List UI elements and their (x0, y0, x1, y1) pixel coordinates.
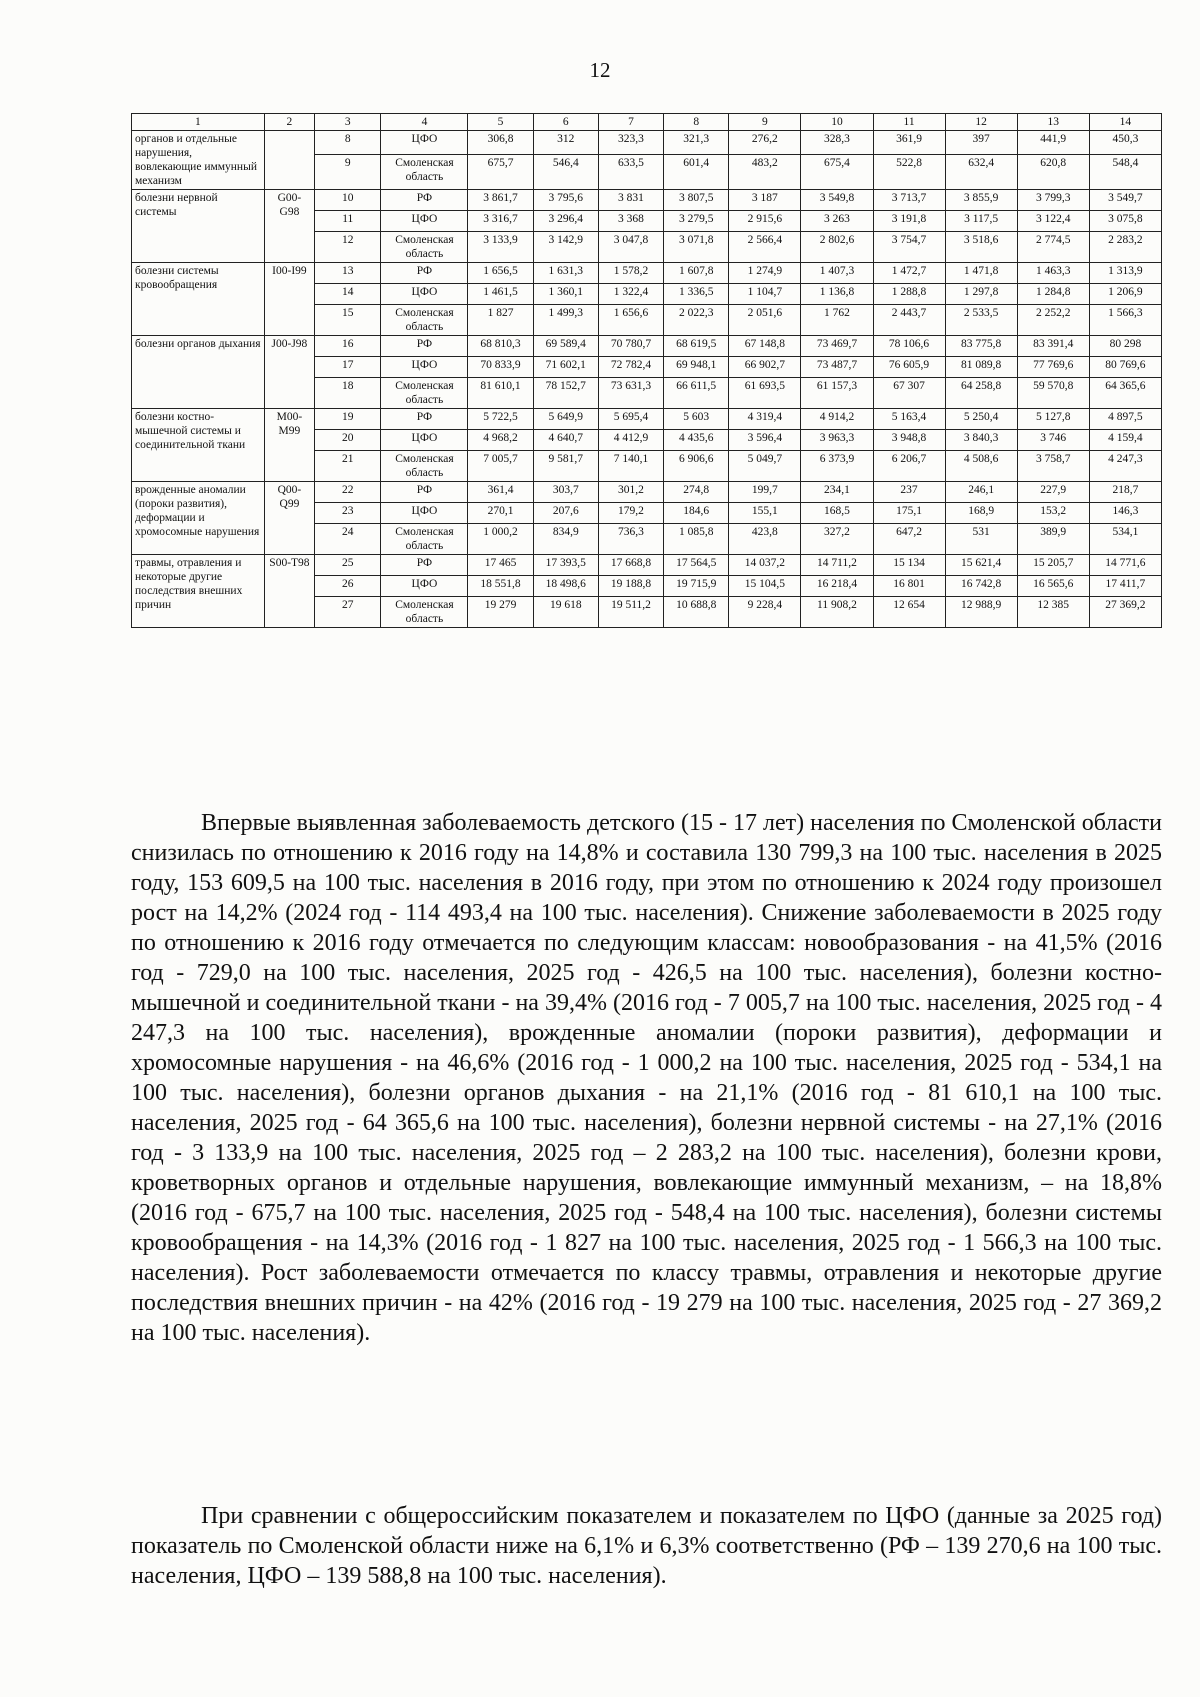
value-cell: 1 104,7 (729, 284, 801, 305)
value-cell: 397 (945, 131, 1017, 155)
value-cell: 4 968,2 (468, 430, 533, 451)
value-cell: 16 565,6 (1017, 576, 1089, 597)
paragraph-2: При сравнении с общероссийским показателем и показателем по ЦФО (данные за 2025 год) показатель по Смоленской области ниже на 6,1% и 6,3% соответственно (РФ – 139 270,6 на 100 тыс. населения, ЦФО – 139 588,8 на 100 тыс. населения). (131, 1503, 1162, 1589)
region: ЦФО (381, 503, 468, 524)
value-cell: 3 754,7 (873, 232, 945, 263)
value-cell: 69 948,1 (664, 357, 729, 378)
value-cell: 1 762 (801, 305, 873, 336)
value-cell: 2 022,3 (664, 305, 729, 336)
region: ЦФО (381, 284, 468, 305)
value-cell: 83 775,8 (945, 336, 1017, 357)
value-cell: 4 508,6 (945, 451, 1017, 482)
row-number: 25 (315, 555, 381, 576)
value-cell: 218,7 (1089, 482, 1161, 503)
value-cell: 16 801 (873, 576, 945, 597)
value-cell: 3 840,3 (945, 430, 1017, 451)
value-cell: 633,5 (598, 154, 663, 189)
column-number: 2 (264, 114, 314, 131)
value-cell: 18 498,6 (533, 576, 598, 597)
value-cell: 1 471,8 (945, 263, 1017, 284)
value-cell: 2 915,6 (729, 211, 801, 232)
value-cell: 1 566,3 (1089, 305, 1161, 336)
value-cell: 15 205,7 (1017, 555, 1089, 576)
row-number: 23 (315, 503, 381, 524)
value-cell: 2 252,2 (1017, 305, 1089, 336)
disease-class: болезни костно-мышечной системы и соединительной ткани (132, 409, 265, 482)
value-cell: 1 360,1 (533, 284, 598, 305)
value-cell: 274,8 (664, 482, 729, 503)
value-cell: 2 283,2 (1089, 232, 1161, 263)
row-number: 24 (315, 524, 381, 555)
value-cell: 1 463,3 (1017, 263, 1089, 284)
value-cell: 312 (533, 131, 598, 155)
value-cell: 66 902,7 (729, 357, 801, 378)
column-number: 3 (315, 114, 381, 131)
value-cell: 168,5 (801, 503, 873, 524)
value-cell: 601,4 (664, 154, 729, 189)
value-cell: 321,3 (664, 131, 729, 155)
value-cell: 18 551,8 (468, 576, 533, 597)
value-cell: 1 827 (468, 305, 533, 336)
region: Смоленская область (381, 378, 468, 409)
value-cell: 184,6 (664, 503, 729, 524)
value-cell: 3 279,5 (664, 211, 729, 232)
value-cell: 73 487,7 (801, 357, 873, 378)
region: ЦФО (381, 211, 468, 232)
column-number: 4 (381, 114, 468, 131)
value-cell: 1 461,5 (468, 284, 533, 305)
value-cell: 5 722,5 (468, 409, 533, 430)
value-cell: 3 117,5 (945, 211, 1017, 232)
disease-class: органов и отдельные нарушения, вовлекающие иммунный механизм (132, 131, 265, 190)
value-cell: 14 711,2 (801, 555, 873, 576)
value-cell: 73 631,3 (598, 378, 663, 409)
value-cell: 15 134 (873, 555, 945, 576)
table-row (132, 555, 1162, 576)
paragraph-1: Впервые выявленная заболеваемость детского (15 - 17 лет) населения по Смоленской области снизилась по отношению к 2016 году на 14,8% и составила 130 799,3 на 100 тыс. населения в 2025 году, 153 609,5 на 100 тыс. населения в 2016 году, при этом по отношению к 2024 году произошел рост на 14,2% (2024 год - 114 493,4 на 100 тыс. населения). Снижение заболеваемости в 2025 году по отношению к 2016 году отмечается по следующим классам: новообразования - на 41,5% (2016 год - 729,0 на 100 тыс. населения, 2025 год - 426,5 на 100 тыс. населения), болезни костно-мышечной и соединительной ткани - на 39,4% (2016 год - 7 005,7 на 100 тыс. населения, 2025 год - 4 247,3 на 100 тыс. населения), врожденные аномалии (пороки развития), деформации и хромосомные нарушения - на 46,6% (2016 год - 1 000,2 на 100 тыс. населения, 2025 год - 534,1 на 100 тыс. населения), болезни органов дыхания - на 21,1% (2016 год - 81 610,1 на 100 тыс. населения, 2025 год - 64 365,6 на 100 тыс. населения), болезни нервной системы - на 27,1% (2016 год - 3 133,9 на 100 тыс. населения, 2025 год – 2 283,2 на 100 тыс. населения), болезни крови, кроветворных органов и отдельные нарушения, вовлекающие иммунный механизм, – на 18,8% (2016 год - 675,7 на 100 тыс. населения, 2025 год - 548,4 на 100 тыс. населения), болезни системы кровообращения - на 14,3% (2016 год - 1 827 на 100 тыс. населения, 2025 год - 1 566,3 на 100 тыс. населения). Рост заболеваемости отмечается по классу травмы, отравления и некоторые другие последствия внешних причин - на 42% (2016 год - 19 279 на 100 тыс. населения, 2025 год - 27 369,2 на 100 тыс. населения). (131, 810, 1162, 1346)
row-number: 26 (315, 576, 381, 597)
value-cell: 3 133,9 (468, 232, 533, 263)
value-cell: 3 316,7 (468, 211, 533, 232)
value-cell: 1 288,8 (873, 284, 945, 305)
region: ЦФО (381, 430, 468, 451)
value-cell: 237 (873, 482, 945, 503)
value-cell: 1 284,8 (1017, 284, 1089, 305)
value-cell: 155,1 (729, 503, 801, 524)
value-cell: 3 142,9 (533, 232, 598, 263)
value-cell: 68 810,3 (468, 336, 533, 357)
value-cell: 12 988,9 (945, 597, 1017, 628)
value-cell: 423,8 (729, 524, 801, 555)
region: ЦФО (381, 357, 468, 378)
value-cell: 246,1 (945, 482, 1017, 503)
value-cell: 3 795,6 (533, 190, 598, 211)
value-cell: 27 369,2 (1089, 597, 1161, 628)
value-cell: 303,7 (533, 482, 598, 503)
region: Смоленская область (381, 597, 468, 628)
row-number: 15 (315, 305, 381, 336)
region: РФ (381, 555, 468, 576)
value-cell: 675,4 (801, 154, 873, 189)
column-number: 11 (873, 114, 945, 131)
region: РФ (381, 409, 468, 430)
morbidity-table (131, 113, 1162, 628)
value-cell: 548,4 (1089, 154, 1161, 189)
disease-class: болезни органов дыхания (132, 336, 265, 409)
value-cell: 5 049,7 (729, 451, 801, 482)
value-cell: 17 668,8 (598, 555, 663, 576)
value-cell: 276,2 (729, 131, 801, 155)
region: ЦФО (381, 576, 468, 597)
region: Смоленская область (381, 232, 468, 263)
value-cell: 81 089,8 (945, 357, 1017, 378)
value-cell: 323,3 (598, 131, 663, 155)
value-cell: 14 771,6 (1089, 555, 1161, 576)
value-cell: 647,2 (873, 524, 945, 555)
icd-code (264, 131, 314, 190)
value-cell: 6 373,9 (801, 451, 873, 482)
value-cell: 69 589,4 (533, 336, 598, 357)
row-number: 11 (315, 211, 381, 232)
value-cell: 834,9 (533, 524, 598, 555)
disease-class: врожденные аномалии (пороки развития), деформации и хромосомные нарушения (132, 482, 265, 555)
region: Смоленская область (381, 154, 468, 189)
value-cell: 10 688,8 (664, 597, 729, 628)
value-cell: 6 206,7 (873, 451, 945, 482)
value-cell: 7 140,1 (598, 451, 663, 482)
column-number: 8 (664, 114, 729, 131)
value-cell: 3 855,9 (945, 190, 1017, 211)
value-cell: 15 104,5 (729, 576, 801, 597)
value-cell: 153,2 (1017, 503, 1089, 524)
value-cell: 1 631,3 (533, 263, 598, 284)
value-cell: 9 581,7 (533, 451, 598, 482)
value-cell: 11 908,2 (801, 597, 873, 628)
value-cell: 1 274,9 (729, 263, 801, 284)
row-number: 14 (315, 284, 381, 305)
value-cell: 9 228,4 (729, 597, 801, 628)
value-cell: 83 391,4 (1017, 336, 1089, 357)
value-cell: 3 191,8 (873, 211, 945, 232)
column-number: 5 (468, 114, 533, 131)
value-cell: 73 469,7 (801, 336, 873, 357)
value-cell: 2 774,5 (1017, 232, 1089, 263)
value-cell: 1 000,2 (468, 524, 533, 555)
region: Смоленская область (381, 305, 468, 336)
value-cell: 5 603 (664, 409, 729, 430)
value-cell: 234,1 (801, 482, 873, 503)
value-cell: 80 769,6 (1089, 357, 1161, 378)
icd-code: J00-J98 (264, 336, 314, 409)
row-number: 19 (315, 409, 381, 430)
value-cell: 81 610,1 (468, 378, 533, 409)
value-cell: 306,8 (468, 131, 533, 155)
row-number: 17 (315, 357, 381, 378)
value-cell: 270,1 (468, 503, 533, 524)
value-cell: 483,2 (729, 154, 801, 189)
value-cell: 70 780,7 (598, 336, 663, 357)
value-cell: 17 393,5 (533, 555, 598, 576)
disease-class: болезни системы кровообращения (132, 263, 265, 336)
icd-code: Q00-Q99 (264, 482, 314, 555)
value-cell: 227,9 (1017, 482, 1089, 503)
region: РФ (381, 263, 468, 284)
value-cell: 4 319,4 (729, 409, 801, 430)
value-cell: 175,1 (873, 503, 945, 524)
value-cell: 1 656,6 (598, 305, 663, 336)
value-cell: 3 075,8 (1089, 211, 1161, 232)
value-cell: 71 602,1 (533, 357, 598, 378)
value-cell: 3 368 (598, 211, 663, 232)
value-cell: 5 127,8 (1017, 409, 1089, 430)
value-cell: 61 693,5 (729, 378, 801, 409)
column-number: 9 (729, 114, 801, 131)
value-cell: 3 518,6 (945, 232, 1017, 263)
value-cell: 59 570,8 (1017, 378, 1089, 409)
disease-class: травмы, отравления и некоторые другие последствия внешних причин (132, 555, 265, 628)
table-row (132, 409, 1162, 430)
value-cell: 3 746 (1017, 430, 1089, 451)
value-cell: 6 906,6 (664, 451, 729, 482)
value-cell: 4 159,4 (1089, 430, 1161, 451)
value-cell: 199,7 (729, 482, 801, 503)
value-cell: 3 047,8 (598, 232, 663, 263)
value-cell: 61 157,3 (801, 378, 873, 409)
value-cell: 4 247,3 (1089, 451, 1161, 482)
value-cell: 546,4 (533, 154, 598, 189)
value-cell: 207,6 (533, 503, 598, 524)
value-cell: 3 948,8 (873, 430, 945, 451)
column-number-row (132, 114, 1162, 131)
column-number: 10 (801, 114, 873, 131)
value-cell: 179,2 (598, 503, 663, 524)
value-cell: 4 640,7 (533, 430, 598, 451)
value-cell: 2 802,6 (801, 232, 873, 263)
value-cell: 17 564,5 (664, 555, 729, 576)
value-cell: 4 412,9 (598, 430, 663, 451)
row-number: 10 (315, 190, 381, 211)
value-cell: 620,8 (1017, 154, 1089, 189)
value-cell: 1 136,8 (801, 284, 873, 305)
value-cell: 1 297,8 (945, 284, 1017, 305)
disease-class: болезни нервной системы (132, 190, 265, 263)
value-cell: 19 279 (468, 597, 533, 628)
value-cell: 4 914,2 (801, 409, 873, 430)
value-cell: 441,9 (1017, 131, 1089, 155)
value-cell: 2 443,7 (873, 305, 945, 336)
region: РФ (381, 482, 468, 503)
value-cell: 2 051,6 (729, 305, 801, 336)
value-cell: 16 218,4 (801, 576, 873, 597)
table-row (132, 482, 1162, 503)
column-number: 13 (1017, 114, 1089, 131)
value-cell: 7 005,7 (468, 451, 533, 482)
value-cell: 3 861,7 (468, 190, 533, 211)
value-cell: 15 621,4 (945, 555, 1017, 576)
value-cell: 5 163,4 (873, 409, 945, 430)
value-cell: 3 758,7 (1017, 451, 1089, 482)
value-cell: 4 435,6 (664, 430, 729, 451)
value-cell: 389,9 (1017, 524, 1089, 555)
value-cell: 2 533,5 (945, 305, 1017, 336)
value-cell: 1 578,2 (598, 263, 663, 284)
value-cell: 17 411,7 (1089, 576, 1161, 597)
value-cell: 327,2 (801, 524, 873, 555)
region: РФ (381, 190, 468, 211)
value-cell: 4 897,5 (1089, 409, 1161, 430)
value-cell: 5 250,4 (945, 409, 1017, 430)
icd-code: M00-M99 (264, 409, 314, 482)
icd-code: I00-I99 (264, 263, 314, 336)
region: Смоленская область (381, 451, 468, 482)
row-number: 21 (315, 451, 381, 482)
value-cell: 1 336,5 (664, 284, 729, 305)
value-cell: 19 618 (533, 597, 598, 628)
value-cell: 5 649,9 (533, 409, 598, 430)
value-cell: 12 654 (873, 597, 945, 628)
value-cell: 1 313,9 (1089, 263, 1161, 284)
value-cell: 3 807,5 (664, 190, 729, 211)
value-cell: 1 085,8 (664, 524, 729, 555)
row-number: 8 (315, 131, 381, 155)
value-cell: 78 152,7 (533, 378, 598, 409)
value-cell: 77 769,6 (1017, 357, 1089, 378)
value-cell: 19 511,2 (598, 597, 663, 628)
value-cell: 78 106,6 (873, 336, 945, 357)
row-number: 9 (315, 154, 381, 189)
row-number: 16 (315, 336, 381, 357)
value-cell: 1 322,4 (598, 284, 663, 305)
region: РФ (381, 336, 468, 357)
value-cell: 80 298 (1089, 336, 1161, 357)
page-number: 12 (589, 58, 611, 82)
value-cell: 328,3 (801, 131, 873, 155)
icd-code: S00-T98 (264, 555, 314, 628)
table-row (132, 336, 1162, 357)
region: Смоленская область (381, 524, 468, 555)
value-cell: 522,8 (873, 154, 945, 189)
value-cell: 76 605,9 (873, 357, 945, 378)
value-cell: 3 713,7 (873, 190, 945, 211)
value-cell: 1 407,3 (801, 263, 873, 284)
value-cell: 3 549,8 (801, 190, 873, 211)
value-cell: 19 715,9 (664, 576, 729, 597)
column-number: 12 (945, 114, 1017, 131)
value-cell: 14 037,2 (729, 555, 801, 576)
value-cell: 168,9 (945, 503, 1017, 524)
icd-code: G00-G98 (264, 190, 314, 263)
value-cell: 736,3 (598, 524, 663, 555)
value-cell: 1 206,9 (1089, 284, 1161, 305)
value-cell: 64 258,8 (945, 378, 1017, 409)
value-cell: 534,1 (1089, 524, 1161, 555)
value-cell: 16 742,8 (945, 576, 1017, 597)
value-cell: 1 607,8 (664, 263, 729, 284)
table-row (132, 190, 1162, 211)
column-number: 6 (533, 114, 598, 131)
value-cell: 531 (945, 524, 1017, 555)
value-cell: 1 656,5 (468, 263, 533, 284)
value-cell: 2 566,4 (729, 232, 801, 263)
value-cell: 19 188,8 (598, 576, 663, 597)
value-cell: 3 596,4 (729, 430, 801, 451)
table-row (132, 131, 1162, 155)
value-cell: 450,3 (1089, 131, 1161, 155)
table-row (132, 263, 1162, 284)
column-number: 7 (598, 114, 663, 131)
column-number: 14 (1089, 114, 1161, 131)
value-cell: 3 549,7 (1089, 190, 1161, 211)
value-cell: 1 472,7 (873, 263, 945, 284)
value-cell: 3 071,8 (664, 232, 729, 263)
value-cell: 3 963,3 (801, 430, 873, 451)
value-cell: 5 695,4 (598, 409, 663, 430)
row-number: 20 (315, 430, 381, 451)
value-cell: 675,7 (468, 154, 533, 189)
value-cell: 361,4 (468, 482, 533, 503)
column-number: 1 (132, 114, 265, 131)
value-cell: 3 263 (801, 211, 873, 232)
row-number: 18 (315, 378, 381, 409)
value-cell: 301,2 (598, 482, 663, 503)
value-cell: 12 385 (1017, 597, 1089, 628)
value-cell: 72 782,4 (598, 357, 663, 378)
value-cell: 1 499,3 (533, 305, 598, 336)
value-cell: 17 465 (468, 555, 533, 576)
value-cell: 68 619,5 (664, 336, 729, 357)
value-cell: 3 296,4 (533, 211, 598, 232)
value-cell: 64 365,6 (1089, 378, 1161, 409)
row-number: 13 (315, 263, 381, 284)
value-cell: 3 799,3 (1017, 190, 1089, 211)
row-number: 27 (315, 597, 381, 628)
region: ЦФО (381, 131, 468, 155)
value-cell: 632,4 (945, 154, 1017, 189)
value-cell: 3 122,4 (1017, 211, 1089, 232)
value-cell: 67 148,8 (729, 336, 801, 357)
value-cell: 3 831 (598, 190, 663, 211)
value-cell: 67 307 (873, 378, 945, 409)
value-cell: 361,9 (873, 131, 945, 155)
row-number: 22 (315, 482, 381, 503)
value-cell: 3 187 (729, 190, 801, 211)
row-number: 12 (315, 232, 381, 263)
value-cell: 66 611,5 (664, 378, 729, 409)
value-cell: 146,3 (1089, 503, 1161, 524)
value-cell: 70 833,9 (468, 357, 533, 378)
